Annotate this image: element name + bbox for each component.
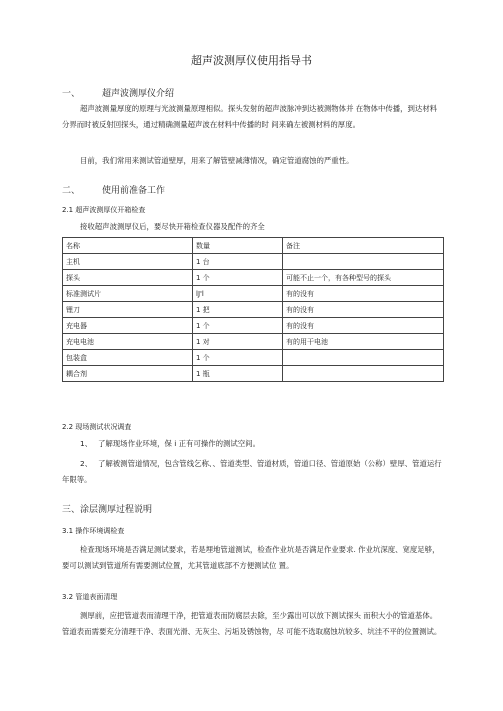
table-cell: 充电器 xyxy=(63,318,193,334)
table-row xyxy=(63,366,444,382)
table-cell: 标准测试片 xyxy=(63,286,193,302)
table-row xyxy=(63,254,444,270)
table-cell: 1 个 xyxy=(193,270,283,286)
table-cell: 有的没有 xyxy=(283,318,444,334)
list-item-number: 1、 xyxy=(80,439,93,448)
list-item-text: 了解被测管道情况，包含管线乞称、、管道类型、管道材质，管道口径、管道原始（公称）壁厚、管道运行年限等。 xyxy=(62,459,442,484)
table-row xyxy=(63,318,444,334)
table-cell: 包装盒 xyxy=(63,350,193,366)
table-cell: 1 个 xyxy=(193,318,283,334)
document-title: 超声波测厚仪使用指导书 xyxy=(191,54,312,67)
table-cell xyxy=(283,366,444,382)
table-header-cell: 备注 xyxy=(283,238,444,254)
section-2-title: 使用前准备工作 xyxy=(102,186,166,196)
list-item xyxy=(62,436,444,452)
table-cell: 可能不止一个，有各种型号的探头 xyxy=(283,270,444,286)
section-1-heading xyxy=(62,86,174,99)
equipment-table xyxy=(62,237,444,382)
table-header-row xyxy=(63,238,444,254)
table-cell: 主机 xyxy=(63,254,193,270)
table-header-cell: 数量 xyxy=(193,238,283,254)
section-3-paragraph-1: 检查现场环境是否满足测试要求，若是埋地管道测试，检查作业坑是否满足作业要求. 作业坑深度、宽度足够，要可以测试到管道所有需要测试位置，尤其管道底部不方便测试位 置。 xyxy=(62,545,440,570)
table-cell: 1 对 xyxy=(193,334,283,350)
section-3-heading: 三、涂层测厚过程说明 xyxy=(62,505,153,515)
list-item-number: 2、 xyxy=(80,459,93,468)
subsection-2-2-heading: 2.2 现场测试状况调査 xyxy=(62,423,132,431)
list-item-text: 了解现场作业环境，保 i 正有可操作的测试空间。 xyxy=(98,439,260,448)
table-cell: 充电电池 xyxy=(63,334,193,350)
section-1-number: 一、 xyxy=(62,89,81,99)
table-cell: 有的没有 xyxy=(283,286,444,302)
table-cell: 耦合剂 xyxy=(63,366,193,382)
table-cell: lJ'l xyxy=(193,286,283,302)
table-cell: 有的用干电池 xyxy=(283,334,444,350)
section-3-paragraph-2: 测厚前，应把管道表而清理干净，把管道表而防腐层去除，至少露出可以放下测试探头 而积大小的管道基体。管道表而需要充分清理干净、表面光滑、无灰尘、污垢及锈蚀物，尽 可能不选取腐蚀坑较多、坑洼不平的位置测试。 xyxy=(62,611,442,636)
table-cell: 1 把 xyxy=(193,302,283,318)
subsection-2-1-heading: 2.1 超声波测厚仪开箱检查 xyxy=(62,206,146,214)
section-1-title: 超声波测厚仪介绍 xyxy=(102,89,175,99)
table-header-cell: 名称 xyxy=(63,238,193,254)
section-1-paragraph-1: 超声波测量厚度的原理与光波测量原理相似。探头发射的超声波脉冲到达被测物体并 在物体中传播，到达材料分界而时被反射回探头，通过精确测量超声波在材料中传播的时 间来确左被测材料的厚度。 xyxy=(62,104,438,129)
table-cell xyxy=(283,350,444,366)
table-cell: 1 台 xyxy=(193,254,283,270)
table-cell: 1 个 xyxy=(193,350,283,366)
section-2-heading xyxy=(62,183,165,196)
subsection-3-1-heading: 3.1 操作环境调检查 xyxy=(62,527,125,535)
section-1-paragraph-2: 目前，我们常用来测试管道壁厚，用来了解管壁减薄情况，确定管道腐蚀的严重性。 xyxy=(80,156,354,165)
subsection-3-2-heading: 3.2 管道表面清理 xyxy=(62,593,118,601)
table-cell xyxy=(283,254,444,270)
table-row xyxy=(63,350,444,366)
table-cell: 有的没有 xyxy=(283,302,444,318)
table-intro: 接收超声波测厚仪后，要尽快开箱检查仪器及配件的齐全 xyxy=(80,222,265,231)
table-cell: 1 瓶 xyxy=(193,366,283,382)
table-cell: 锂刀 xyxy=(63,302,193,318)
table-row xyxy=(63,270,444,286)
list-item xyxy=(62,456,444,488)
table-row xyxy=(63,286,444,302)
section-2-number: 二、 xyxy=(62,186,81,196)
table-row xyxy=(63,334,444,350)
table-cell: 探头 xyxy=(63,270,193,286)
table-row xyxy=(63,302,444,318)
